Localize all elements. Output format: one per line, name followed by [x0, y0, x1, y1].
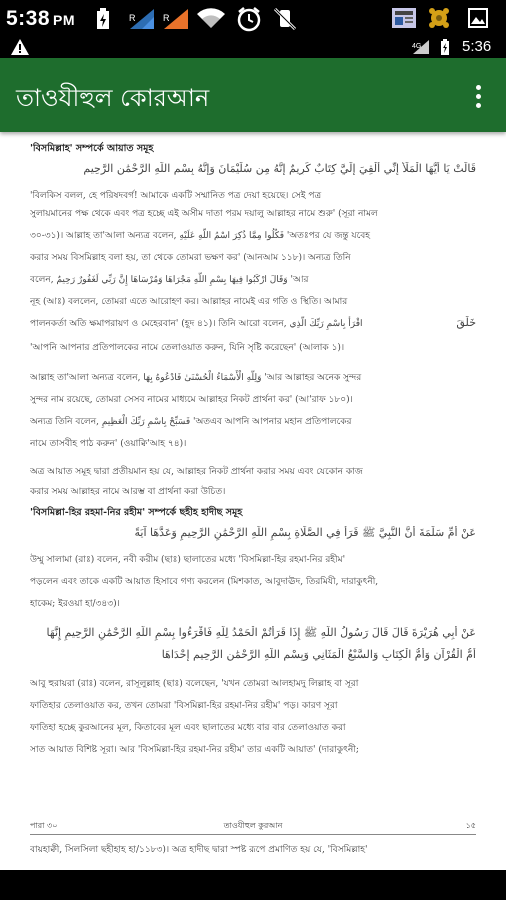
battery-icon [96, 8, 110, 34]
text-line: আবু হুরায়রা (রাঃ) বলেন, রাসূলুল্লাহ (ছাঃ) বলেছেন, 'যখন তোমরা আলহামদু লিল্লাহ বা সূরা [30, 679, 359, 689]
text-line: নামে তাসবীহ পাঠ করুন' (ওয়াক্বি'আহ ৭৪)। [30, 439, 187, 449]
book-page-view[interactable] [0, 132, 506, 870]
text-line: ৩০-৩১)। আল্লাহ তা'আলা অন্যত্র বলেন, فَكُلُوا مِمَّا ذُكِرَ اسْمُ اللَّهِ عَلَيْهِ 'অতঃপর যে জন্তু যবেহ [30, 231, 370, 241]
text-line: অত্র আয়াত সমূহ দ্বারা প্রতীয়মান হয় যে, আল্লাহর নিকট প্রার্থনা করার সময় এবং যেকোন কাজ [30, 467, 363, 477]
secondary-time: 5:36 [462, 38, 492, 55]
text-line: বলেন, وَقَالَ ارْكَبُوا فِيهَا بِسْمِ اللَّهِ مَجْرَاهَا وَمُرْسَاهَا إِنَّ رَبِّي لَغَفُورٌ رَحِيمٌ 'আর [30, 275, 309, 285]
text-line: নূহ (আঃ) বললেন, তোমরা এতে আরোহণ কর। আল্লাহর নামেই এর গতি ও স্থিতি। আমার [30, 297, 348, 307]
warning-icon [10, 38, 30, 60]
text-line: করার সময় বিসমিল্লাহ বলা হয়, তা থেকে তোমরা ভক্ষণ কর' (আনআম ১১৮)। অন্যত্র তিনি [30, 253, 351, 263]
dot-icon [476, 103, 481, 108]
arabic-hadith: أُمُّ الْقُرْآنِ وَأُمُّ الْكِتَابِ وَالسَّبْعُ الْمَثَانِي وَبِسْمِ اللَّهِ الرَّحْمَٰنِ الرَّحِيمِ إِحْدَاهَا [161, 648, 476, 661]
battery-small-icon [440, 38, 450, 60]
text-line: সুলায়মানের পক্ষ থেকে এবং পত্র হচ্ছে এই অসীম দাতা পরম দয়ালু আল্লাহর নামে শুরু' (সূরা নামল [30, 209, 378, 219]
text-line: উম্মু সালামা (রাঃ) বলেন, নবী করীম (ছাঃ) ছালাতের মধ্যে 'বিসমিল্লা-হির রহমা-নির রহীম' [30, 555, 346, 565]
footnote-line: বায়হাক্বী, সিলসিলা ছহীহাহ হা/১১৮৩)। অত্র হাদীছ দ্বারা স্পষ্ট রূপে প্রমাণিত হয় যে, 'বিসমিল্লাহ' [30, 845, 368, 855]
text-line: ফাতিহার তেলাওয়াত কর, তখন তোমরা 'বিসমিল্লা-হির রহমা-নির রহীম' পড়। কারণ সূরা [30, 701, 338, 711]
arabic-verse: قَالَتْ يَا أَيُّهَا الْمَلَأُ إِنِّي أُلْقِيَ إِلَيَّ كِتَابٌ كَرِيمٌ إِنَّهُ مِن سُلَيْمَانَ وَإِنَّهُ بِسْمِ اللَّهِ الرَّحْمَٰنِ الرَّحِيمِ [83, 162, 476, 175]
text-line: আল্লাহ তা'আলা অন্যত্র বলেন, وَلِلَّهِ الْأَسْمَاءُ الْحُسْنَىٰ فَادْعُوهُ بِهَا 'আর আল্লাহর অনেক সুন্দর [30, 373, 362, 383]
svg-text:R: R [129, 13, 136, 23]
status-time: 5:38 PM [6, 7, 76, 30]
signal-icon [128, 8, 156, 34]
text-line: সুন্দর নাম রয়েছে, তোমরা সেসব নামের মাধ্যমে আল্লাহর নিকট প্রার্থনা কর' (আ'রাফ ১৮০)। [30, 395, 353, 405]
signal-icon-2 [162, 8, 190, 34]
wifi-icon [196, 6, 226, 34]
signal-small-icon [412, 39, 430, 59]
text-line: 'বিলকিস বলল, হে পরিষদবর্গ! আমাকে একটি সম্মানিত পত্র দেয়া হয়েছে। সেই পত্র [30, 191, 322, 201]
page-footer-center: তাওযীহুল কুরআন [223, 821, 283, 830]
navigation-bar [0, 870, 506, 900]
text-line: অন্যত্র তিনি বলেন, فَسَبِّحْ بِاسْمِ رَبِّكَ الْعَظِيمِ 'অতএব আপনি আপনার মহান প্রতিপালকের [30, 417, 352, 427]
section-heading: 'বিসমিল্লা-হির রহমা-নির রহীম' সম্পর্কে ছহীহ হাদীছ সমূহ [30, 507, 243, 518]
text-line: পালনকর্তা অতি ক্ষমাপরায়ণ ও মেহেরবান' (হূদ ৪১)। তিনি আরো বলেন, اقْرَأْ بِاسْمِ رَبِّكَ الَّذِي [30, 319, 363, 329]
arabic-hadith: عَنْ أَبِي هُرَيْرَةَ قَالَ قَالَ رَسُولُ اللَّهِ ﷺ إِذَا قَرَأْتُمْ الْحَمْدُ لِلَّهِ فَاقْرَءُوا بِسْمِ اللَّهِ الرَّحْمَٰنِ الرَّحِيمِ إِنَّهَا [46, 626, 476, 639]
secondary-status-bar [0, 36, 506, 58]
text-line: করার সময় আল্লাহর নামে আরম্ভ বা প্রার্থনা করা উচিত। [30, 487, 226, 497]
mute-icon [272, 6, 298, 36]
news-app-icon [392, 8, 416, 32]
dot-icon [476, 85, 481, 90]
overflow-menu-button[interactable] [462, 76, 494, 116]
app-bar [0, 58, 506, 132]
page-footer-left: পারা ৩০ [30, 821, 58, 830]
svg-text:4G: 4G [412, 43, 422, 50]
text-line: 'আপনি আপনার প্রতিপালকের নামে তেলাওয়াত করুন, যিনি সৃষ্টি করেছেন' (আলাক ১)। [30, 343, 345, 353]
footer-divider [30, 834, 476, 835]
settings-app-icon [428, 7, 450, 33]
alarm-icon [236, 6, 262, 36]
app-title: তাওযীহুল কোরআন [16, 84, 210, 112]
text-line: পড়লেন এবং তাকে একটি আয়াত হিসাবে গণ্য করলেন (মিশকাত, আবুদাঊদ, তিরমিযী, দারাকুৎনী, [30, 577, 379, 587]
text-line: সাত আয়াত বিশিষ্ট সূরা। আর 'বিসমিল্লা-হির রহমা-নির রহীম' তার একটি আয়াত' (দারাকুৎনী; [30, 745, 359, 755]
arabic-word: خَلَقَ [456, 316, 476, 329]
image-icon [468, 8, 488, 32]
dot-icon [476, 94, 481, 99]
text-line: হাকেম; ইরওয়া হা/৩৪৩)। [30, 599, 120, 609]
text-line: ফাতিহা হচ্ছে কুরআনের মূল, কিতাবের মূল এবং ছালাতের মধ্যে বার বার তেলাওয়াত করা [30, 723, 346, 733]
status-bar [0, 0, 506, 36]
arabic-hadith: عَنْ أُمِّ سَلَمَةَ أَنَّ النَّبِيَّ ﷺ قَرَأَ فِي الصَّلَاةِ بِسْمِ اللَّهِ الرَّحْمَٰنِ الرَّحِيمِ وَعَدَّهَا آيَةً [134, 526, 476, 539]
page-footer-right: ১৫ [465, 821, 476, 830]
section-heading: 'বিসমিল্লাহ' সম্পর্কে আয়াত সমূহ [30, 143, 154, 154]
svg-text:R: R [163, 13, 170, 23]
